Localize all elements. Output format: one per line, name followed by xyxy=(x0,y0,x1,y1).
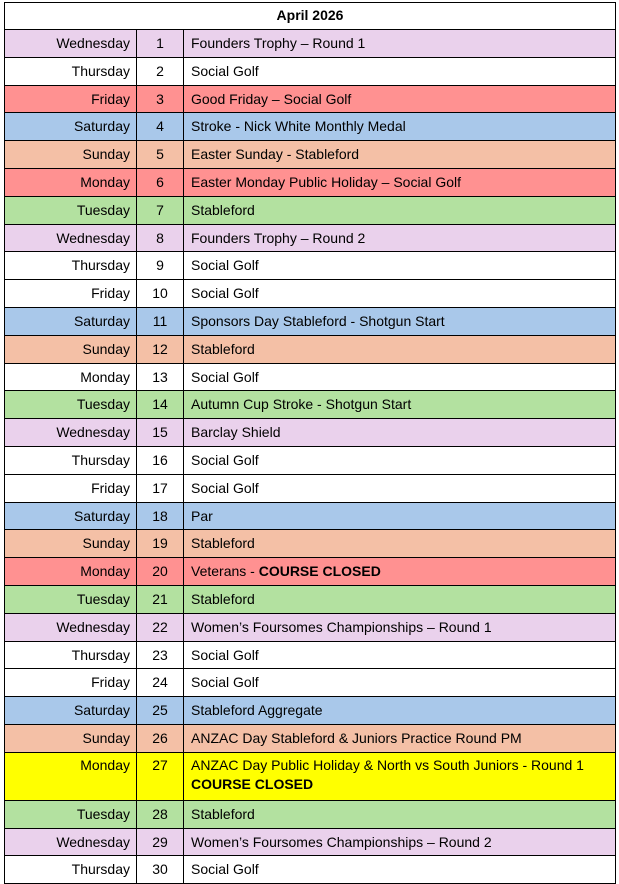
event-cell xyxy=(184,697,616,725)
event-text: Social Golf xyxy=(191,674,259,691)
schedule-row xyxy=(5,641,616,669)
date-number: 19 xyxy=(137,530,184,558)
event-text: Barclay Shield xyxy=(191,424,281,441)
schedule-row xyxy=(5,252,616,280)
event-text: Stableford Aggregate xyxy=(191,702,323,719)
date-number: 13 xyxy=(137,363,184,391)
event-text: Social Golf xyxy=(191,285,259,302)
date-number: 6 xyxy=(137,168,184,196)
schedule-row xyxy=(5,30,616,58)
event-text: Social Golf xyxy=(191,479,259,496)
day-name: Saturday xyxy=(5,502,137,530)
header-row xyxy=(5,3,616,30)
day-name: Wednesday xyxy=(5,224,137,252)
schedule-row xyxy=(5,585,616,613)
date-number: 29 xyxy=(137,828,184,856)
event-text: Founders Trophy – Round 1 xyxy=(191,35,366,51)
schedule-row xyxy=(5,85,616,113)
day-name: Saturday xyxy=(5,697,137,725)
date-number: 11 xyxy=(137,307,184,335)
event-cell xyxy=(184,252,616,280)
schedule-row xyxy=(5,335,616,363)
date-number: 21 xyxy=(137,585,184,613)
day-name: Monday xyxy=(5,752,137,800)
day-name: Sunday xyxy=(5,141,137,169)
schedule-row xyxy=(5,613,616,641)
schedule-row xyxy=(5,196,616,224)
schedule-row xyxy=(5,224,616,252)
event-text: Easter Sunday - Stableford xyxy=(191,146,360,163)
schedule-row xyxy=(5,724,616,752)
schedule-row xyxy=(5,280,616,308)
event-cell xyxy=(184,502,616,530)
date-number: 22 xyxy=(137,613,184,641)
event-bold-note: COURSE CLOSED xyxy=(191,775,314,792)
event-cell xyxy=(184,391,616,419)
event-cell xyxy=(184,224,616,252)
event-cell xyxy=(184,85,616,113)
date-number: 12 xyxy=(137,335,184,363)
date-number: 7 xyxy=(137,196,184,224)
event-cell xyxy=(184,669,616,697)
date-number: 27 xyxy=(137,752,184,800)
date-number: 3 xyxy=(137,85,184,113)
event-cell xyxy=(184,113,616,141)
event-cell xyxy=(184,168,616,196)
event-cell xyxy=(184,474,616,502)
schedule-row xyxy=(5,391,616,419)
day-name: Saturday xyxy=(5,113,137,141)
calendar-table xyxy=(4,2,616,884)
date-number: 4 xyxy=(137,113,184,141)
event-text: Social Golf xyxy=(191,646,259,663)
day-name: Sunday xyxy=(5,335,137,363)
day-name: Wednesday xyxy=(5,30,137,58)
day-name: Wednesday xyxy=(5,419,137,447)
event-bold-note: COURSE CLOSED xyxy=(258,563,381,580)
event-cell xyxy=(184,196,616,224)
event-cell xyxy=(184,141,616,169)
schedule-row xyxy=(5,168,616,196)
schedule-row xyxy=(5,697,616,725)
schedule-row xyxy=(5,530,616,558)
event-cell xyxy=(184,307,616,335)
event-text: Stableford xyxy=(191,201,255,218)
day-name: Tuesday xyxy=(5,391,137,419)
day-name: Thursday xyxy=(5,856,137,884)
event-cell xyxy=(184,585,616,613)
event-cell xyxy=(184,280,616,308)
day-name: Thursday xyxy=(5,446,137,474)
event-cell xyxy=(184,752,616,800)
event-cell xyxy=(184,724,616,752)
day-name: Tuesday xyxy=(5,800,137,828)
date-number: 26 xyxy=(137,724,184,752)
date-number: 16 xyxy=(137,446,184,474)
event-text: ANZAC Day Public Holiday & North vs South Juniors - Round 1 xyxy=(191,756,584,773)
date-number: 15 xyxy=(137,419,184,447)
event-cell xyxy=(184,828,616,856)
event-text: Stableford xyxy=(191,340,255,357)
event-text: Easter Monday Public Holiday – Social Golf xyxy=(191,173,462,190)
event-text: ANZAC Day Stableford & Juniors Practice Round PM xyxy=(191,729,522,746)
event-cell xyxy=(184,30,616,58)
month-title: April 2026 xyxy=(5,3,616,30)
date-number: 24 xyxy=(137,669,184,697)
event-cell xyxy=(184,335,616,363)
event-text: Women’s Foursomes Championships – Round 2 xyxy=(191,833,492,850)
event-cell xyxy=(184,558,616,586)
date-number: 5 xyxy=(137,141,184,169)
event-text: Sponsors Day Stableford - Shotgun Start xyxy=(191,312,445,329)
event-text: Stroke - Nick White Monthly Medal xyxy=(191,118,406,135)
day-name: Friday xyxy=(5,474,137,502)
event-cell xyxy=(184,800,616,828)
event-text: Veterans - xyxy=(191,563,259,580)
schedule-row xyxy=(5,558,616,586)
event-cell xyxy=(184,57,616,85)
day-name: Friday xyxy=(5,669,137,697)
event-text: Autumn Cup Stroke - Shotgun Start xyxy=(191,396,412,413)
day-name: Sunday xyxy=(5,724,137,752)
schedule-row xyxy=(5,307,616,335)
day-name: Tuesday xyxy=(5,196,137,224)
date-number: 8 xyxy=(137,224,184,252)
schedule-row xyxy=(5,474,616,502)
day-name: Monday xyxy=(5,168,137,196)
day-name: Monday xyxy=(5,558,137,586)
schedule-row xyxy=(5,502,616,530)
day-name: Tuesday xyxy=(5,585,137,613)
event-cell xyxy=(184,613,616,641)
schedule-row xyxy=(5,800,616,828)
event-cell xyxy=(184,419,616,447)
date-number: 20 xyxy=(137,558,184,586)
event-text: Social Golf xyxy=(191,257,259,274)
date-number: 2 xyxy=(137,57,184,85)
date-number: 30 xyxy=(137,856,184,884)
schedule-body xyxy=(5,30,616,884)
schedule-row xyxy=(5,446,616,474)
event-cell xyxy=(184,363,616,391)
schedule-row xyxy=(5,752,616,800)
event-text: Par xyxy=(191,507,213,524)
day-name: Wednesday xyxy=(5,828,137,856)
date-number: 17 xyxy=(137,474,184,502)
event-text: Good Friday – Social Golf xyxy=(191,90,352,107)
date-number: 14 xyxy=(137,391,184,419)
event-text: Stableford xyxy=(191,590,255,607)
event-text: Stableford xyxy=(191,805,255,822)
day-name: Saturday xyxy=(5,307,137,335)
schedule-row xyxy=(5,828,616,856)
day-name: Friday xyxy=(5,85,137,113)
event-cell xyxy=(184,856,616,884)
date-number: 18 xyxy=(137,502,184,530)
schedule-row xyxy=(5,363,616,391)
event-text: Social Golf xyxy=(191,451,259,468)
day-name: Thursday xyxy=(5,57,137,85)
event-text: Stableford xyxy=(191,535,255,552)
date-number: 9 xyxy=(137,252,184,280)
date-number: 10 xyxy=(137,280,184,308)
day-name: Thursday xyxy=(5,641,137,669)
date-number: 28 xyxy=(137,800,184,828)
event-text: Social Golf xyxy=(191,62,259,79)
event-cell xyxy=(184,446,616,474)
event-text: Women’s Foursomes Championships – Round 1 xyxy=(191,618,492,635)
date-number: 1 xyxy=(137,30,184,58)
schedule-row xyxy=(5,419,616,447)
event-text: Founders Trophy – Round 2 xyxy=(191,229,366,246)
event-cell xyxy=(184,641,616,669)
day-name: Sunday xyxy=(5,530,137,558)
day-name: Friday xyxy=(5,280,137,308)
event-text: Social Golf xyxy=(191,368,259,385)
day-name: Monday xyxy=(5,363,137,391)
date-number: 25 xyxy=(137,697,184,725)
event-text: Social Golf xyxy=(191,861,259,878)
schedule-row xyxy=(5,57,616,85)
date-number: 23 xyxy=(137,641,184,669)
schedule-row xyxy=(5,113,616,141)
event-cell xyxy=(184,530,616,558)
schedule-row xyxy=(5,669,616,697)
day-name: Thursday xyxy=(5,252,137,280)
schedule-row xyxy=(5,141,616,169)
schedule-row xyxy=(5,856,616,884)
day-name: Wednesday xyxy=(5,613,137,641)
